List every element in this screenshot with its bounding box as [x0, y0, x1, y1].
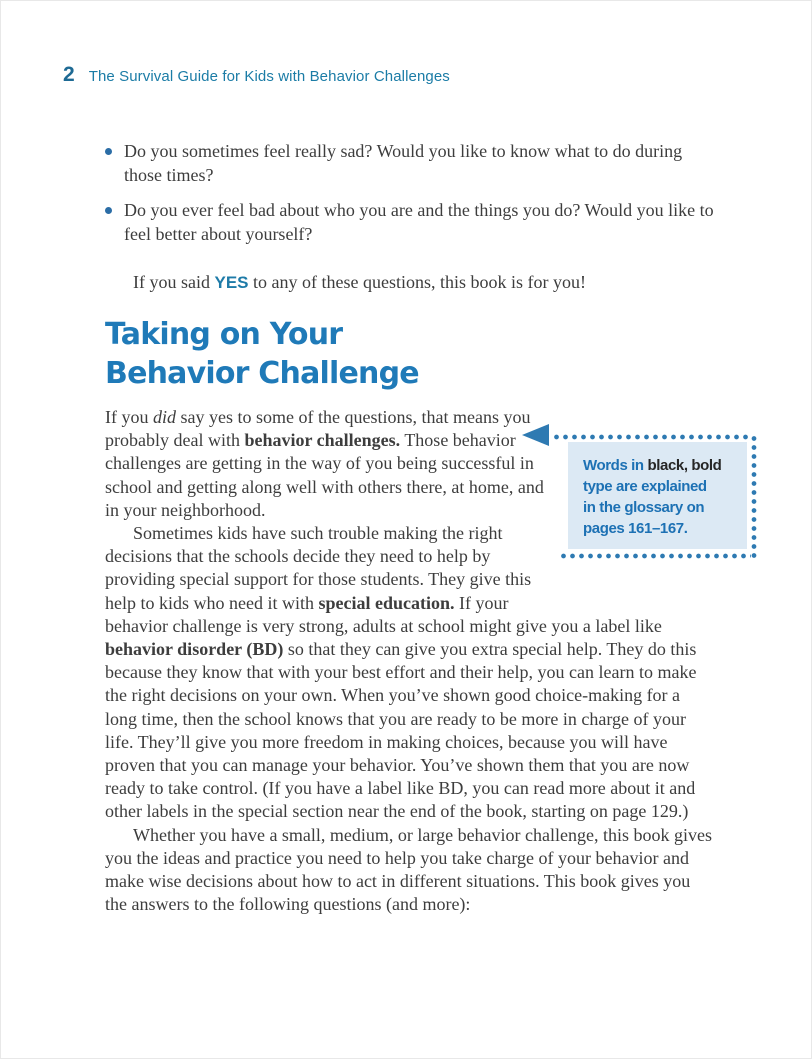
- dotted-border-top: [552, 434, 750, 440]
- bullet-text: Do you sometimes feel really sad? Would you like to know what to do during those times?: [124, 141, 683, 185]
- glossary-callout-box: [568, 442, 747, 549]
- paragraph: Whether you have a small, medium, or large behavior challenge, this book gives you the ideas and practice you need to help you take charge of your behavior and make wise decisions about how to act in different situations. This book gives you the answers to the following questions (and more):: [105, 824, 712, 915]
- question-bullet-list: [105, 139, 715, 246]
- page-content: [105, 139, 722, 916]
- book-title: The Survival Guide for Kids with Behavior Challenges: [88, 68, 450, 85]
- paragraph: Sometimes kids have such trouble making the right decisions that the schools decide they need to help by providing special support for those students. They give this help to kids who need it with special education. If your behavior challenge is very strong, adults at school might give you a label like behavior disorder (BD) so that they can give you extra special help. They do this because they know that with your best effort and their help, you can learn to make the right decisions on your own. When you’ve shown good choice-making for a long time, then the school knows that you are ready to be more in charge of your life. They’ll give you more freedom in making choices, because you will have proven that you can manage your behavior. You’ve shown them that you are now ready to take control. (If you have a label like BD, you can read more about it and other labels in the special section near the end of the book, starting on page 129.): [105, 523, 697, 822]
- running-header: [63, 63, 450, 87]
- chapter-heading: [105, 315, 715, 393]
- left-arrow-icon: [522, 424, 549, 446]
- bullet-text: Do you ever feel bad about who you are and the things you do? Would you like to feel better about yourself?: [124, 200, 714, 244]
- list-item: [105, 139, 715, 187]
- bullet-icon: [105, 148, 112, 155]
- yes-sentence: If you said YES to any of these questions, this book is for you!: [133, 272, 586, 292]
- list-item: [105, 198, 715, 246]
- glossary-callout: [573, 406, 722, 594]
- callout-text: Words in black, bold type are explained in the glossary on pages 161–167.: [583, 457, 722, 537]
- page-number: 2: [63, 63, 75, 86]
- paragraph: If you did say yes to some of the questions, that means you probably deal with behavior challenges. Those behavior challenges are getting in the way of you being successful in school and getting along well with others there, at home, and in your neighborhood.: [105, 407, 544, 520]
- body-text: [105, 406, 722, 916]
- heading-line-2: Behavior Challenge: [105, 356, 419, 391]
- bullet-icon: [105, 207, 112, 214]
- heading-line-1: Taking on Your: [105, 317, 343, 352]
- dotted-border-right: [751, 434, 757, 559]
- dotted-border-bottom: [559, 553, 751, 559]
